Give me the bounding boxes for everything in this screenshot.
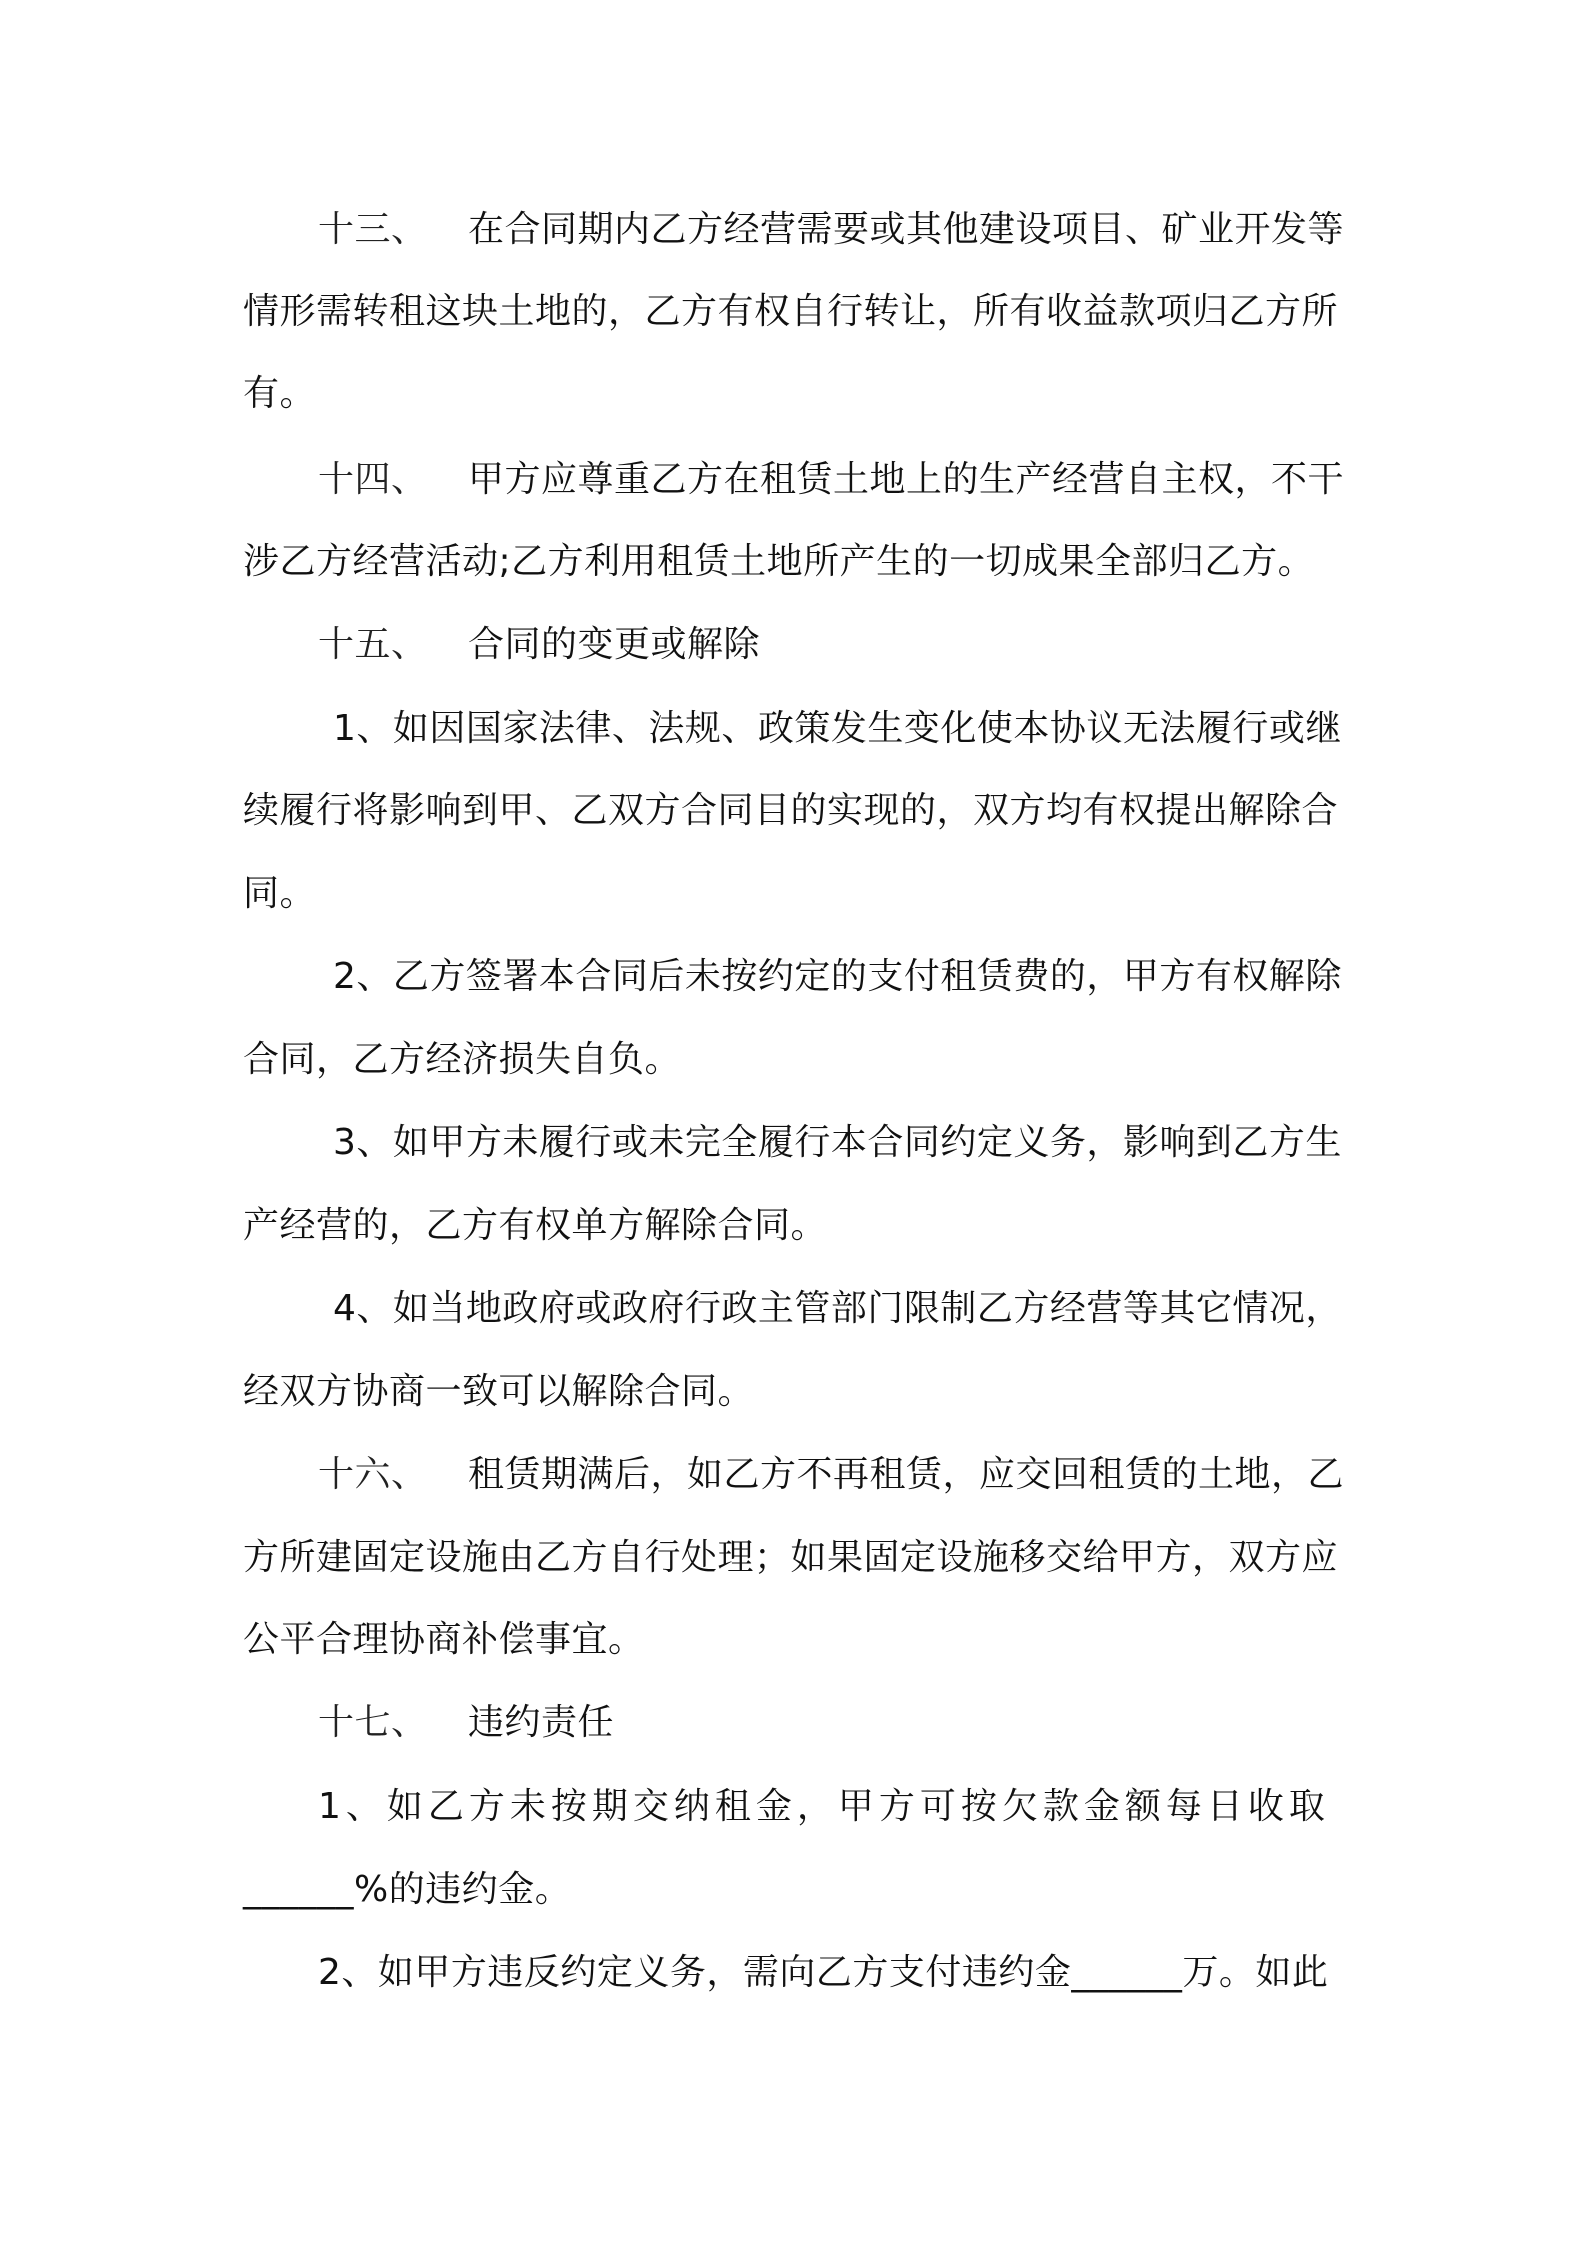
clause-text: 租赁期满后，如乙方不再租赁，应交回租赁的土地，乙 — [468, 1454, 1345, 1495]
clause-number: 十五、 — [318, 624, 428, 665]
clause-17-heading — [318, 1701, 614, 1745]
clause-13-line-3: 有。 — [243, 373, 317, 414]
clause-15-item-4-line-1: 4、如当地政府或政府行政主管部门限制乙方经营等其它情况， — [333, 1288, 1342, 1329]
clause-15-item-1-line-2: 续履行将影响到甲、乙双方合同目的实现的，双方均有权提出解除合 — [243, 790, 1339, 831]
clause-number: 十三、 — [318, 209, 428, 250]
clause-13-line-1 — [318, 208, 1344, 252]
clause-15-item-2-line-1: 2、乙方签署本合同后未按约定的支付租赁费的，甲方有权解除 — [333, 956, 1342, 997]
clause-15-item-3-line-1: 3、如甲方未履行或未完全履行本合同约定义务，影响到乙方生 — [333, 1122, 1342, 1163]
clause-number: 十四、 — [318, 459, 428, 500]
clause-title: 违约责任 — [468, 1702, 615, 1743]
clause-15-item-1-line-3: 同。 — [243, 873, 317, 914]
clause-16-line-1 — [318, 1453, 1344, 1497]
clause-17-item-2-line-1: 2、如甲方违反约定义务，需向乙方支付违约金______万。如此 — [318, 1952, 1329, 1993]
clause-16-line-2: 方所建固定设施由乙方自行处理；如果固定设施移交给甲方，双方应 — [243, 1537, 1339, 1578]
clause-13-line-2: 情形需转租这块土地的，乙方有权自行转让，所有收益款项归乙方所 — [243, 291, 1339, 332]
clause-14-line-2: 涉乙方经营活动;乙方利用租赁土地所产生的一切成果全部归乙方。 — [243, 541, 1315, 582]
clause-15-item-4-line-2: 经双方协商一致可以解除合同。 — [243, 1371, 755, 1412]
clause-number: 十七、 — [318, 1702, 428, 1743]
clause-14-line-1 — [318, 458, 1344, 502]
clause-17-item-1-line-1: 1、如乙方未按期交纳租金，甲方可按欠款金额每日收取 — [318, 1786, 1330, 1827]
clause-16-line-3: 公平合理协商补偿事宜。 — [243, 1619, 645, 1660]
clause-15-item-3-line-2: 产经营的，乙方有权单方解除合同。 — [243, 1205, 828, 1246]
clause-15-item-1-line-1: 1、如因国家法律、法规、政策发生变化使本协议无法履行或继 — [333, 708, 1342, 749]
clause-17-item-1-line-2: ______%的违约金。 — [243, 1869, 572, 1910]
clause-number: 十六、 — [318, 1454, 428, 1495]
clause-title: 合同的变更或解除 — [468, 624, 761, 665]
clause-text: 甲方应尊重乙方在租赁土地上的生产经营自主权，不干 — [468, 459, 1345, 500]
clause-15-heading — [318, 623, 760, 667]
clause-15-item-2-line-2: 合同，乙方经济损失自负。 — [243, 1039, 682, 1080]
clause-text: 在合同期内乙方经营需要或其他建设项目、矿业开发等 — [468, 209, 1345, 250]
